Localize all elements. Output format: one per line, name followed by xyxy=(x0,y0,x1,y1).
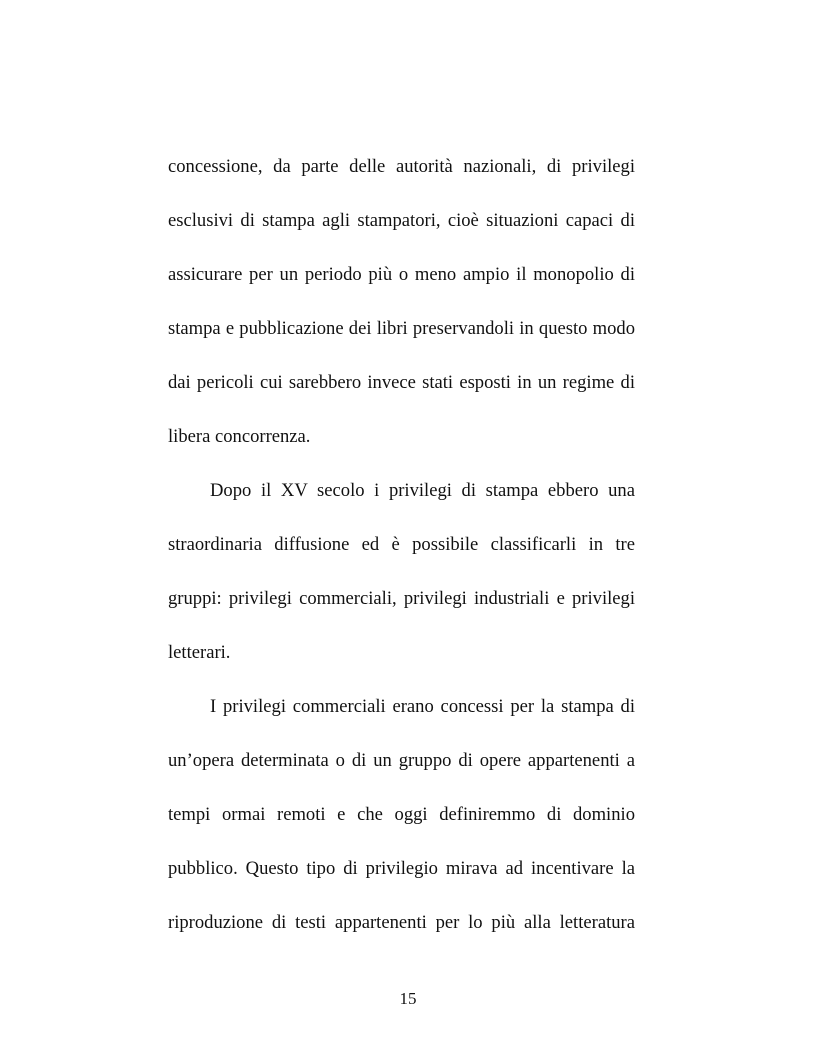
text-line: assicurare per un periodo più o meno ampio il monopolio di xyxy=(168,265,635,285)
text-line: gruppi: privilegi commerciali, privilegi industriali e privilegi xyxy=(168,589,635,609)
text-line: esclusivi di stampa agli stampatori, cioè situazioni capaci di xyxy=(168,211,635,231)
text-line: riproduzione di testi appartenenti per lo più alla letteratura xyxy=(168,913,635,933)
text-line: libera concorrenza. xyxy=(168,427,311,447)
text-line: tempi ormai remoti e che oggi definiremmo di dominio xyxy=(168,805,635,825)
text-line: pubblico. Questo tipo di privilegio mirava ad incentivare la xyxy=(168,859,635,879)
paragraph-3 xyxy=(168,697,635,967)
text-line: un’opera determinata o di un gruppo di opere appartenenti a xyxy=(168,751,635,771)
paragraph-2 xyxy=(168,481,635,697)
text-line: concessione, da parte delle autorità nazionali, di privilegi xyxy=(168,157,635,177)
paragraph-1 xyxy=(168,157,635,481)
text-line: stampa e pubblicazione dei libri preservandoli in questo modo xyxy=(168,319,635,339)
text-line: Dopo il XV secolo i privilegi di stampa ebbero una xyxy=(210,481,635,501)
text-line: dai pericoli cui sarebbero invece stati esposti in un regime di xyxy=(168,373,635,393)
text-line: letterari. xyxy=(168,643,231,663)
text-line: straordinaria diffusione ed è possibile classificarli in tre xyxy=(168,535,635,555)
body-text xyxy=(168,157,635,967)
page-number: 15 xyxy=(399,989,417,1008)
text-line: I privilegi commerciali erano concessi per la stampa di xyxy=(210,697,635,717)
